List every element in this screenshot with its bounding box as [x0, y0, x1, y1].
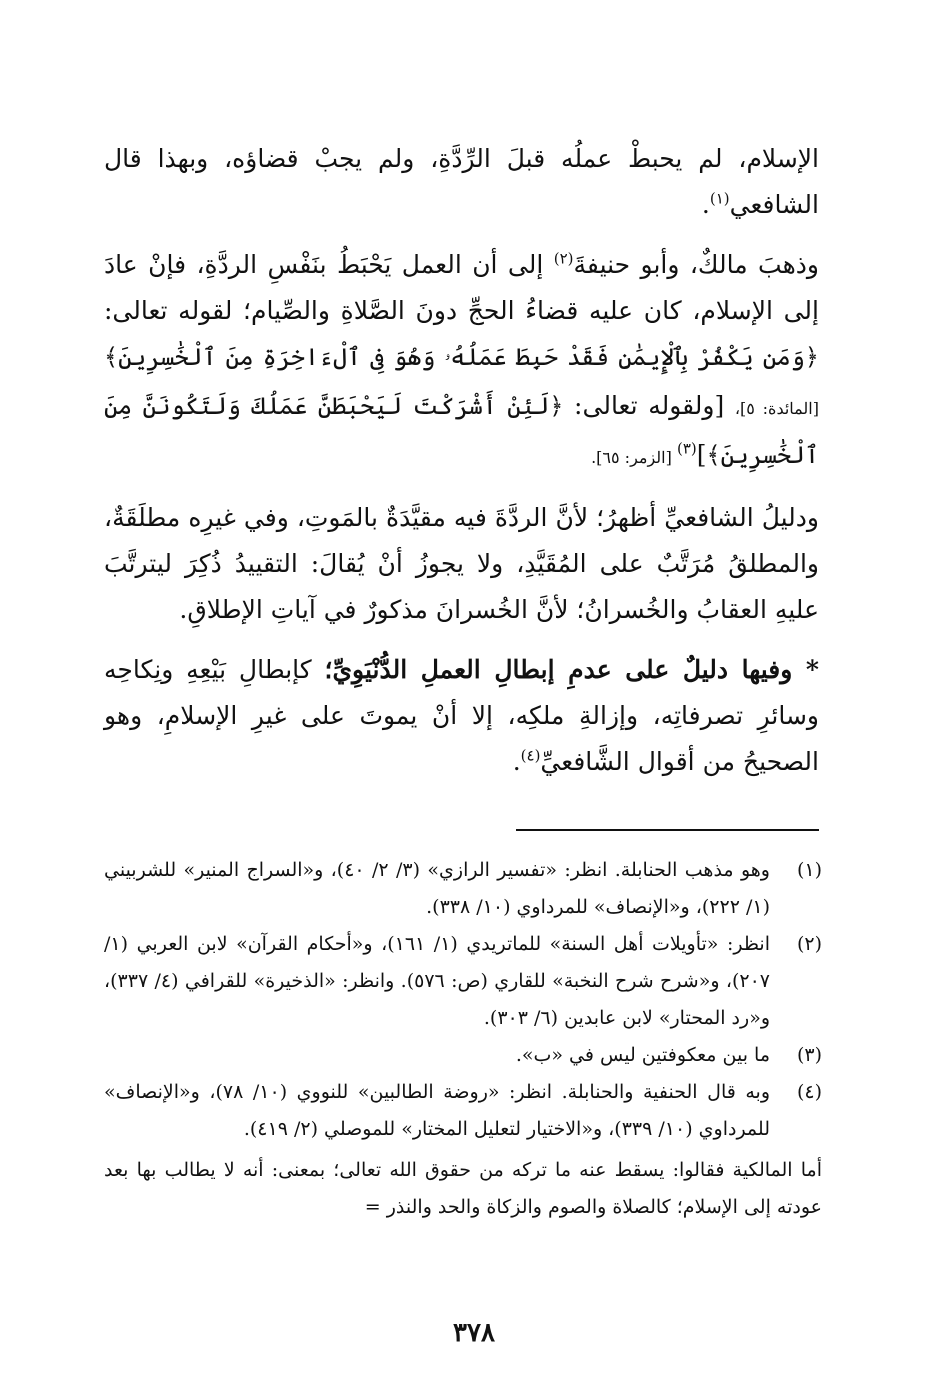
- footnote-text: ما بين معكوفتين ليس في «ب».: [515, 1044, 770, 1066]
- main-text: [104, 136, 819, 799]
- footnote-text: انظر: «تأويلات أهل السنة» للماتريدي (١/ ١٦١)، و«أحكام القرآن» لابن العربي (١/ ٢٠٧)، و«شرح شرح النخبة» للقاري (ص: ٥٧٦). وانظر: «الذخيرة» للقرافي (٤/ ٣٣٧)، و«رد المحتار» لابن عابدين (٦/ ٣٠٣).: [104, 933, 770, 1029]
- footnote-ref-2[interactable]: (٢): [553, 249, 574, 268]
- footnote-2: [104, 926, 822, 1037]
- paragraph-2-text-a: وذهبَ مالكٌ، وأبو حنيفةَ: [573, 250, 819, 279]
- paragraph-4-heading: * وفيها دليلٌ على عدمِ إبطالِ العملِ الدُّنْيَوِيِّ؛: [324, 655, 819, 684]
- footnote-1: [104, 852, 822, 926]
- footnote-continuation: أما المالكية فقالوا: يسقط عنه ما تركه من حقوق الله تعالى؛ بمعنى: أنه لا يطالب بها بعد عودته إلى الإسلام؛ كالصلاة والصوم والزكاة والحد والنذر =: [104, 1159, 822, 1218]
- paragraph-2-text-b: إلى أن العمل يَحْبَطُ بنَفْسِ الردَّةِ، فإنْ عادَ إلى الإسلام، كان عليه قضاءُ الحجِّ دونَ الصَّلاةِ والصِّيام؛ لقوله تعالى:: [104, 250, 819, 325]
- footnote-text: وهو مذهب الحنابلة. انظر: «تفسير الرازي» (٣/ ٢/ ٤٠)، و«السراج المنير» للشربيني (١/ ٢٢٢)، و«الإنصاف» للمرداوي (١٠/ ٣٣٨).: [104, 859, 770, 918]
- footnote-4: [104, 1074, 822, 1148]
- paragraph-2: [104, 242, 819, 481]
- paragraph-3: ودليلُ الشافعيِّ أظهرُ؛ لأنَّ الردَّةَ فيه مقيَّدَةٌ بالمَوتِ، وفي غيرِه مطلَقَةٌ، والمطلقُ مُرَتَّبٌ على المُقَيَّدِ، ولا يجوزُ أنْ يُقالَ: التقييدُ ذُكِرَ ليترتَّبَ عليهِ العقابُ والخُسرانُ؛ لأنَّ الخُسرانَ مذكورٌ في آياتِ الإطلاقِ.: [104, 503, 819, 624]
- footnote-number: (٣): [796, 1044, 822, 1066]
- paragraph-4-text: كإبطالِ بَيْعِهِ ونِكاحِه وسائرِ تصرفاتِه، وإزالةِ ملكِه، إلا أنْ يموتَ على غيرِ الإسلامِ، وهو الصحيحُ من أقوال الشَّافعيِّ: [104, 655, 819, 776]
- footnote-number: (٤): [796, 1081, 822, 1103]
- footnote-3: [104, 1037, 822, 1074]
- footnotes: [104, 852, 822, 1226]
- quran-verse-2: ﴿لَئِنْ أَشْرَكْتَ لَيَحْبَطَنَّ عَمَلُكَ وَلَتَكُونَنَّ مِنَ ٱلْخَٰسِرِينَ﴾: [104, 392, 819, 469]
- paragraph-4: [104, 647, 819, 785]
- paragraph-2-text-c: [ولقوله تعالى:: [563, 391, 735, 420]
- paragraph-1: [104, 136, 819, 228]
- paragraph-1-end: .: [701, 190, 710, 219]
- footnote-number: (١): [796, 859, 822, 881]
- footnote-ref-4[interactable]: (٤): [520, 746, 541, 765]
- footnote-text: وبه قال الحنفية والحنابلة. انظر: «روضة الطالبين» للنووي (١٠/ ٧٨)، و«الإنصاف» للمرداوي (١٠/ ٣٣٩)، و«الاختيار لتعليل المختار» للموصلي (٢/ ٤١٩).: [104, 1081, 771, 1140]
- verse-reference-2: [الزمر: ٦٥].: [591, 448, 677, 467]
- footnote-ref-3[interactable]: (٣): [676, 439, 697, 458]
- quran-verse-1: ﴿وَمَن يَكْفُرْ بِٱلْإِيمَٰنِ فَقَدْ حَبِطَ عَمَلُهُۥ وَهُوَ فِى ٱلْءَاخِرَةِ مِنَ ٱلْخَٰسِرِينَ﴾: [104, 343, 819, 371]
- footnote-separator: [516, 829, 819, 831]
- footnote-ref-1[interactable]: (١): [709, 189, 730, 208]
- paragraph-1-text: الإسلام، لم يحبطْ عملُه قبلَ الرِّدَّةِ، ولم يجبْ قضاؤه، وبهذا قال الشافعي: [104, 144, 819, 219]
- paragraph-4-end: .: [512, 747, 521, 776]
- page-number: ٣٧٨: [453, 1318, 495, 1348]
- paragraph-2-bracket: ]: [696, 440, 707, 469]
- footnote-number: (٢): [796, 933, 822, 955]
- verse-reference-1: [المائدة: ٥]،: [734, 399, 819, 418]
